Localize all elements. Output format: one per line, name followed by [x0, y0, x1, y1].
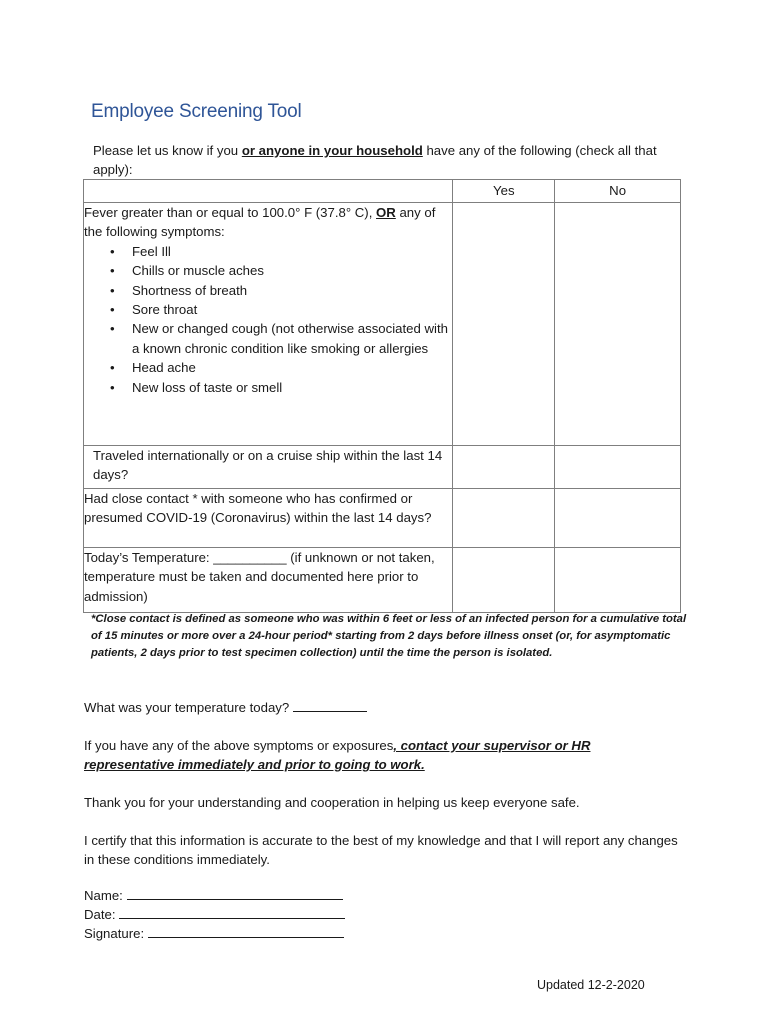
signature-label: Signature: — [84, 926, 145, 941]
signature-blank[interactable] — [148, 924, 344, 938]
fever-yes-cell[interactable] — [453, 203, 555, 446]
name-blank[interactable] — [127, 886, 343, 900]
intro-text — [93, 141, 693, 179]
fever-no-cell[interactable] — [555, 203, 681, 446]
temperature-no-cell[interactable] — [555, 548, 681, 613]
exposure-pre: If you have any of the above symptoms or exposures — [84, 738, 394, 753]
symptom-item: • New or changed cough (not otherwise associated with a known chronic condition like smoking or allergies — [132, 319, 452, 358]
table-row — [84, 489, 681, 548]
temperature-question — [84, 698, 684, 717]
question-temperature: Today’s Temperature: __________ (if unknown or not taken, temperature must be taken and documented here prior to admission) — [84, 548, 453, 613]
question-contact: Had close contact * with someone who has confirmed or presumed COVID-19 (Coronavirus) within the last 14 days? — [84, 489, 453, 548]
exposure-emphasis: , contact your supervisor or HR representative immediately and prior to going to work. — [84, 738, 591, 772]
question-travel: Traveled internationally or on a cruise ship within the last 14 days? — [84, 446, 453, 489]
symptom-item: • Shortness of breath — [132, 281, 452, 300]
intro-post: have any of the following (check all that apply): — [93, 143, 657, 177]
updated-date: Updated 12-2-2020 — [537, 978, 645, 992]
name-row — [84, 886, 684, 905]
symptom-item: • Sore throat — [132, 300, 452, 319]
symptom-item: • New loss of taste or smell — [132, 378, 452, 397]
travel-yes-cell[interactable] — [453, 446, 555, 489]
exposure-instruction — [84, 736, 684, 774]
name-label: Name: — [84, 888, 123, 903]
close-contact-note: *Close contact is defined as someone who was within 6 feet or less of an infected person for a cumulative total of 15 minutes or more over a 24-hour period* starting from 2 days before illness onset (or, for asymptomatic patients, 2 days prior to test specimen collection) until the time the person is isolated. — [91, 613, 687, 659]
contact-no-cell[interactable] — [555, 489, 681, 548]
travel-no-cell[interactable] — [555, 446, 681, 489]
header-yes: Yes — [453, 180, 555, 203]
thanks-text: Thank you for your understanding and cooperation in helping us keep everyone safe. — [84, 795, 580, 810]
table-row — [84, 446, 681, 489]
table-row — [84, 548, 681, 613]
date-row — [84, 905, 684, 924]
page-title: Employee Screening Tool — [91, 101, 302, 122]
date-blank[interactable] — [119, 905, 345, 919]
temperature-blank[interactable] — [293, 698, 367, 712]
temperature-question-label: What was your temperature today? — [84, 700, 290, 715]
symptom-list — [84, 242, 452, 397]
table-header-row — [84, 180, 681, 203]
symptom-item: • Feel Ill — [132, 242, 452, 261]
date-label: Date: — [84, 907, 116, 922]
table-row — [84, 203, 681, 446]
fever-or: OR — [376, 205, 396, 220]
fever-text-post: any of the following symptoms: — [84, 205, 436, 240]
intro-pre: Please let us know if you — [93, 143, 242, 158]
question-fever — [84, 203, 453, 446]
fever-text-pre: Fever greater than or equal to 100.0° F (37.8° C), — [84, 205, 377, 220]
signature-row — [84, 924, 684, 943]
contact-yes-cell[interactable] — [453, 489, 555, 548]
temperature-yes-cell[interactable] — [453, 548, 555, 613]
symptom-item: • Chills or muscle aches — [132, 261, 452, 280]
certify-text: I certify that this information is accurate to the best of my knowledge and that I will report any changes in these conditions immediately. — [84, 833, 678, 867]
header-no: No — [555, 180, 681, 203]
symptom-item: • Head ache — [132, 358, 452, 377]
header-blank — [84, 180, 453, 203]
screening-table — [83, 179, 681, 613]
intro-bold: or anyone in your household — [241, 143, 423, 158]
